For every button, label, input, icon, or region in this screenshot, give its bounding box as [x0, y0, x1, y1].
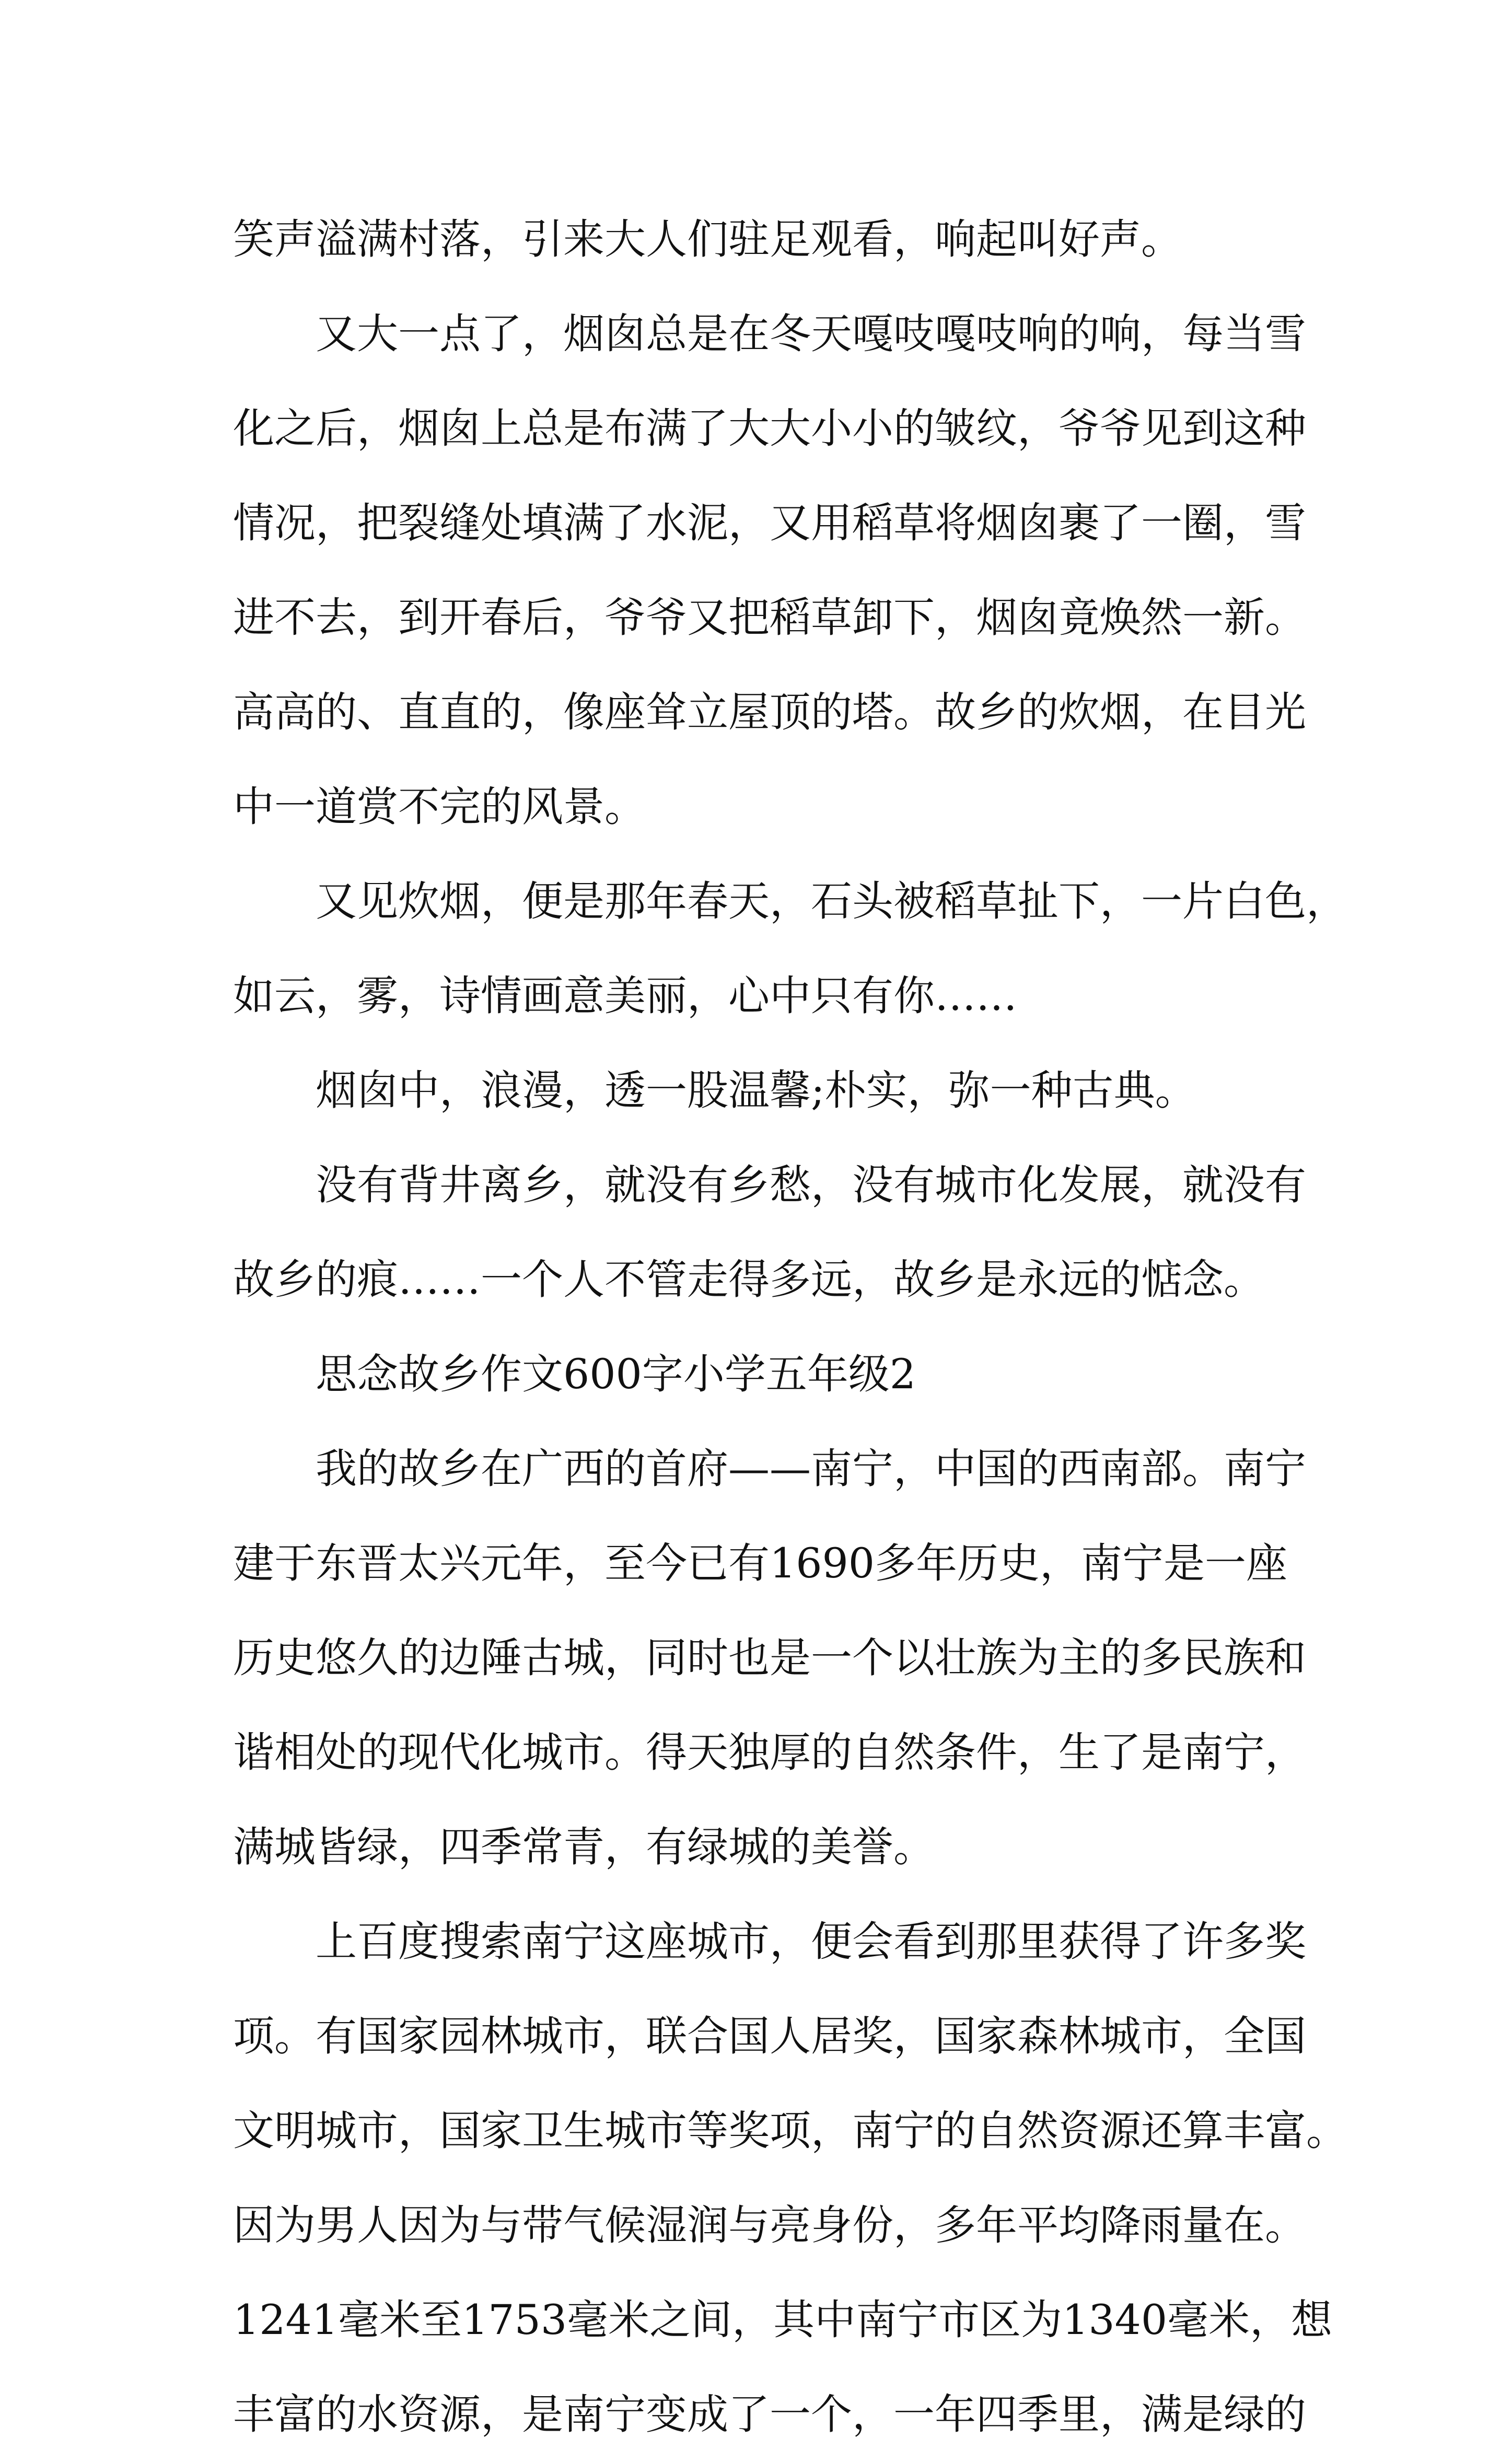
text-line: 因为男人因为与带气候湿润与亮身份，多年平均降雨量在。: [233, 2201, 1306, 2249]
text-line: 1241毫米至1753毫米之间，其中南宁市区为1340毫米，想: [233, 2296, 1333, 2344]
text-line: 谐相处的现代化城市。得天独厚的自然条件，生了是南宁，: [233, 1728, 1306, 1776]
text-line: 如云，雾，诗情画意美丽，心中只有你……: [233, 972, 1017, 1020]
text-line: 项。有国家园林城市，联合国人居奖，国家森林城市，全国: [233, 2012, 1306, 2060]
section-heading: 思念故乡作文600字小学五年级2: [316, 1350, 916, 1398]
body-text: [233, 192, 1347, 2462]
text-line: 又见炊烟，便是那年春天，石头被稻草扯下，一片白色，: [316, 877, 1347, 925]
text-line: 历史悠久的边陲古城，同时也是一个以壮族为主的多民族和: [233, 1634, 1306, 1682]
text-line: 进不去，到开春后，爷爷又把稻草卸下，烟囱竟焕然一新。: [233, 594, 1306, 642]
text-line: 化之后，烟囱上总是布满了大大小小的皱纹，爷爷见到这种: [233, 404, 1306, 452]
text-line: 故乡的痕……一个人不管走得多远，故乡是永远的惦念。: [233, 1256, 1265, 1304]
text-line: 烟囱中，浪漫，透一股温馨;朴实，弥一种古典。: [316, 1066, 1196, 1114]
text-line: 笑声溢满村落，引来大人们驻足观看，响起叫好声。: [233, 215, 1182, 263]
text-line: 满城皆绿，四季常青，有绿城的美誉。: [233, 1823, 935, 1871]
text-line: 丰富的水资源，是南宁变成了一个，一年四季里，满是绿的: [233, 2390, 1306, 2438]
text-line: 文明城市，国家卫生城市等奖项，南宁的自然资源还算丰富。: [233, 2107, 1347, 2155]
text-line: 中一道赏不完的风景。: [233, 783, 646, 831]
text-line: 上百度搜索南宁这座城市，便会看到那里获得了许多奖: [316, 1918, 1306, 1966]
text-line: 建于东晋太兴元年，至今已有1690多年历史，南宁是一座: [233, 1539, 1288, 1587]
text-line: 又大一点了，烟囱总是在冬天嘎吱嘎吱响的响，每当雪: [316, 310, 1306, 358]
text-line: 高高的、直直的，像座耸立屋顶的塔。故乡的炊烟，在目光: [233, 688, 1306, 736]
text-line: 没有背井离乡，就没有乡愁，没有城市化发展，就没有: [316, 1161, 1306, 1209]
text-line: 情况，把裂缝处填满了水泥，又用稻草将烟囱裹了一圈，雪: [233, 499, 1306, 547]
text-line: 我的故乡在广西的首府——南宁，中国的西南部。南宁: [316, 1445, 1306, 1493]
